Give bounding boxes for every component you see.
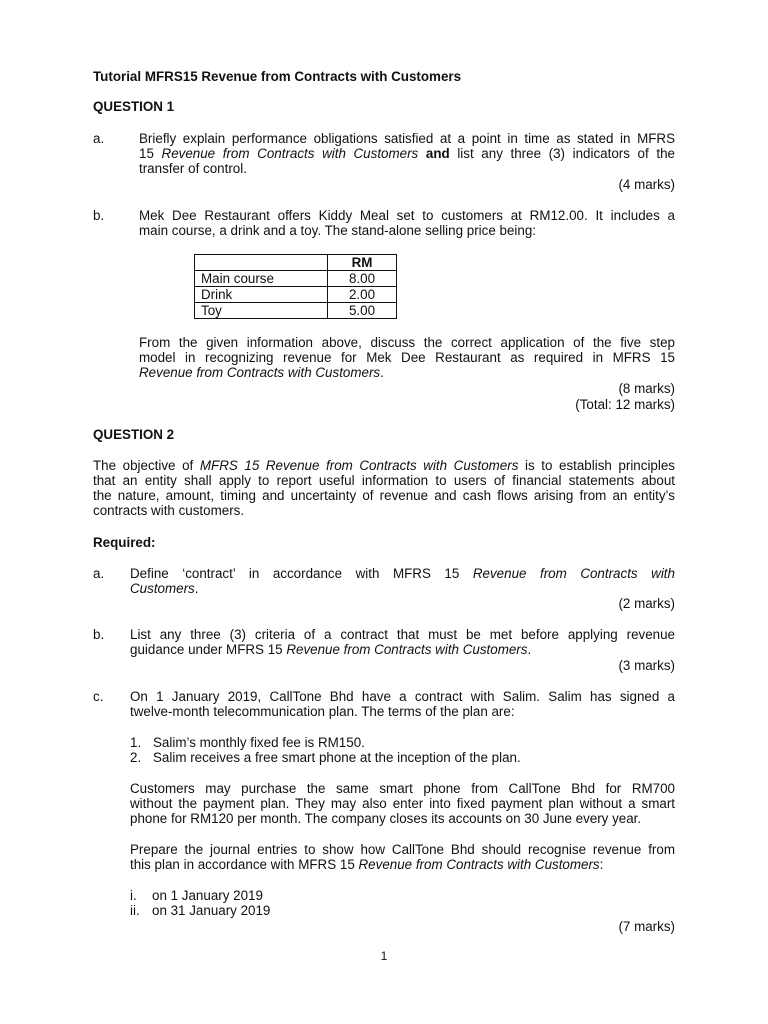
q1a-line-1: Briefly explain performance obligations satisfied at a point in time as stated in MFRS (139, 131, 675, 146)
q2c-para-line-2: without the payment plan. They may also enter into fixed payment plan without a smart (130, 796, 675, 811)
q2c-para-line-5: this plan in accordance with MFRS 15 Revenue from Contracts with Customers: (130, 857, 604, 872)
q1b-line-1: Mek Dee Restaurant offers Kiddy Meal set to customers at RM12.00. It includes a (139, 208, 675, 223)
q1b-label: b. (93, 208, 105, 223)
question-2-heading: QUESTION 2 (93, 427, 175, 442)
date-number: i. (130, 888, 137, 903)
q1b-para-line-2: model in recognizing revenue for Mek Dee Restaurant as required in MFRS 15 (139, 350, 675, 365)
q2c-line-1: On 1 January 2019, CallTone Bhd have a contract with Salim. Salim has signed a (130, 689, 675, 704)
selling-price-table (194, 254, 397, 319)
q1a-line-2: 15 Revenue from Contracts with Customers and list any three (3) indicators of the (139, 146, 675, 161)
q2b-line-1: List any three (3) criteria of a contract that must be met before applying revenue (130, 627, 675, 642)
table-cell-amount: 5.00 (328, 303, 397, 319)
q2c-para-line-3: phone for RM120 per month. The company closes its accounts on 30 June every year. (130, 811, 642, 826)
q2c-para-line-1: Customers may purchase the same smart phone from CallTone Bhd for RM700 (130, 781, 675, 796)
q2c-label: c. (93, 689, 104, 704)
table-row (195, 303, 397, 319)
table-cell-amount: 8.00 (328, 271, 397, 287)
page-number: 1 (380, 949, 388, 963)
q2c-marks: (7 marks) (618, 919, 675, 934)
question-1-heading: QUESTION 1 (93, 99, 175, 114)
q1b-line-2: main course, a drink and a toy. The stand-alone selling price being: (139, 223, 536, 238)
q2a-marks: (2 marks) (618, 596, 675, 611)
q2-intro-line-2: that an entity shall apply to report useful information to users of financial statements about (93, 473, 675, 488)
q2b-label: b. (93, 627, 105, 642)
date-text: on 31 January 2019 (152, 903, 271, 918)
q2a-label: a. (93, 566, 105, 581)
table-cell-item: Toy (195, 303, 328, 319)
table-row (195, 271, 397, 287)
q2b-line-2: guidance under MFRS 15 Revenue from Contracts with Customers. (130, 642, 532, 657)
document-title: Tutorial MFRS15 Revenue from Contracts with Customers (93, 69, 462, 84)
table-cell-item: Drink (195, 287, 328, 303)
table-cell-amount: 2.00 (328, 287, 397, 303)
table-header-rm: RM (328, 255, 397, 271)
q2-intro-line-3: the nature, amount, timing and uncertainty of revenue and cash flows arising from an entity’s (93, 488, 675, 503)
term-number: 1. (130, 735, 142, 750)
q1b-marks: (8 marks) (618, 381, 675, 396)
q1-total-marks: (Total: 12 marks) (575, 397, 675, 412)
q1b-para-line-1: From the given information above, discuss the correct application of the five step (139, 335, 675, 350)
table-header-row (195, 255, 397, 271)
q2a-line-1: Define ‘contract’ in accordance with MFRS 15 Revenue from Contracts with (130, 566, 675, 581)
term-text: Salim’s monthly fixed fee is RM150. (153, 735, 365, 750)
q2-intro-line-1: The objective of MFRS 15 Revenue from Contracts with Customers is to establish principles (93, 458, 675, 473)
date-number: ii. (130, 903, 140, 918)
required-heading: Required: (93, 535, 156, 550)
q1b-para-line-3: Revenue from Contracts with Customers. (139, 365, 384, 380)
table-header-item (195, 255, 328, 271)
q2a-line-2: Customers. (130, 581, 199, 596)
q2c-para-line-4: Prepare the journal entries to show how CallTone Bhd should recognise revenue from (130, 842, 675, 857)
term-text: Salim receives a free smart phone at the inception of the plan. (153, 750, 521, 765)
q1a-label: a. (93, 131, 105, 146)
q2-intro-line-4: contracts with customers. (93, 503, 245, 518)
q1a-line-3: transfer of control. (139, 161, 247, 176)
date-text: on 1 January 2019 (152, 888, 263, 903)
table-row (195, 287, 397, 303)
term-number: 2. (130, 750, 142, 765)
q1a-marks: (4 marks) (618, 177, 675, 192)
q2b-marks: (3 marks) (618, 658, 675, 673)
q2c-line-2: twelve-month telecommunication plan. The terms of the plan are: (130, 704, 515, 719)
table-cell-item: Main course (195, 271, 328, 287)
